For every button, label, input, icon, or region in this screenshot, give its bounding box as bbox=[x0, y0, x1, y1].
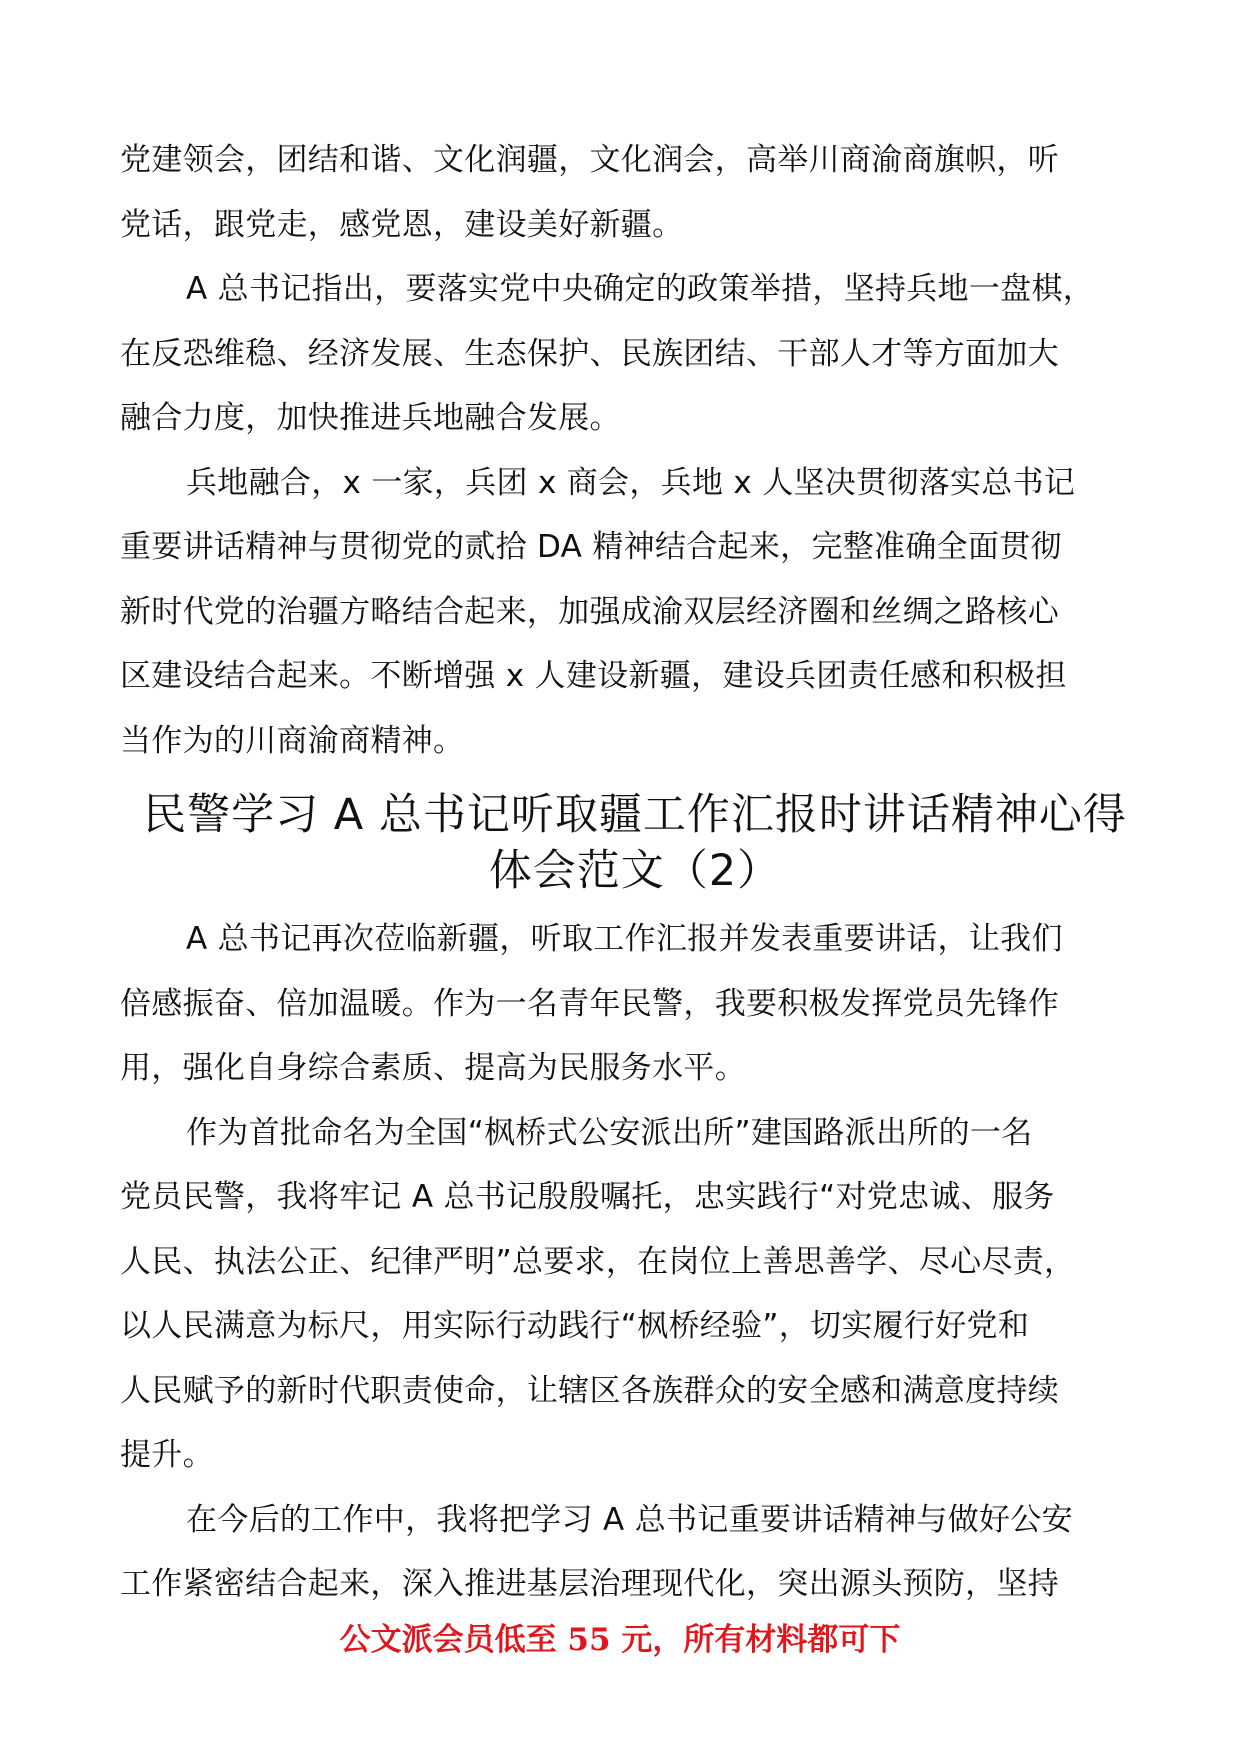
text-line: 兵地融合，x 一家，兵团 x 商会，兵地 x 人坚决贯彻落实总书记 bbox=[186, 464, 1076, 501]
text-line: 工作紧密结合起来，深入推进基层治理现代化，突出源头预防，坚持 bbox=[120, 1566, 1059, 1602]
document-body bbox=[120, 128, 1150, 1617]
text-line: 在今后的工作中，我将把学习 A 总书记重要讲话精神与做好公安 bbox=[186, 1501, 1073, 1538]
heading-line: 体会范文（2） bbox=[488, 846, 782, 896]
text-line: 区建设结合起来。不断增强 x 人建设新疆，建设兵团责任感和积极担 bbox=[120, 658, 1067, 694]
paragraph bbox=[120, 128, 1150, 257]
text-line: 重要讲话精神与贯彻党的贰拾 DA 精神结合起来，完整准确全面贯彻 bbox=[120, 529, 1062, 565]
text-line: 党建领会，团结和谐、文化润疆，文化润会，高举川商渝商旗帜，听 bbox=[120, 142, 1059, 178]
text-line: 党员民警，我将牢记 A 总书记殷殷嘱托，忠实践行“对党忠诚、服务 bbox=[120, 1179, 1055, 1215]
text-line: 用，强化自身综合素质、提高为民服务水平。 bbox=[120, 1050, 746, 1086]
text-line: 倍感振奋、倍加温暖。作为一名青年民警，我要积极发挥党员先锋作 bbox=[120, 985, 1059, 1022]
heading-line: 民警学习 A 总书记听取疆工作汇报时讲话精神心得 bbox=[143, 790, 1127, 840]
text-line: A 总书记再次莅临新疆，听取工作汇报并发表重要讲话，让我们 bbox=[186, 921, 1063, 957]
section-heading bbox=[120, 787, 1150, 899]
text-line: 党话，跟党走，感党恩，建设美好新疆。 bbox=[120, 206, 684, 243]
paragraph bbox=[120, 1488, 1150, 1617]
text-line: 新时代党的治疆方略结合起来，加强成渝双层经济圈和丝绸之路核心 bbox=[120, 593, 1059, 630]
text-line: 提升。 bbox=[120, 1437, 214, 1473]
text-line: 当作为的川商渝商精神。 bbox=[120, 722, 465, 759]
paragraph bbox=[120, 907, 1150, 1101]
text-line: A 总书记指出，要落实党中央确定的政策举措，坚持兵地一盘棋， bbox=[186, 271, 1095, 307]
text-line: 以人民满意为标尺，用实际行动践行“枫桥经验”，切实履行好党和 bbox=[120, 1308, 1030, 1344]
text-line: 作为首批命名为全国“枫桥式公安派出所”建国路派出所的一名 bbox=[186, 1114, 1033, 1151]
paragraph bbox=[120, 1101, 1150, 1488]
text-line: 融合力度，加快推进兵地融合发展。 bbox=[120, 400, 621, 436]
text-line: 在反恐维稳、经济发展、生态保护、民族团结、干部人才等方面加大 bbox=[120, 335, 1059, 372]
paragraph bbox=[120, 451, 1150, 774]
text-line: 人民赋予的新时代职责使命，让辖区各族群众的安全感和满意度持续 bbox=[120, 1372, 1059, 1409]
promo-footer: 公文派会员低至 55 元，所有材料都可下 bbox=[339, 1622, 901, 1658]
text-line: 人民、执法公正、纪律严明”总要求，在岗位上善思善学、尽心尽责， bbox=[120, 1243, 1076, 1280]
paragraph bbox=[120, 257, 1150, 451]
